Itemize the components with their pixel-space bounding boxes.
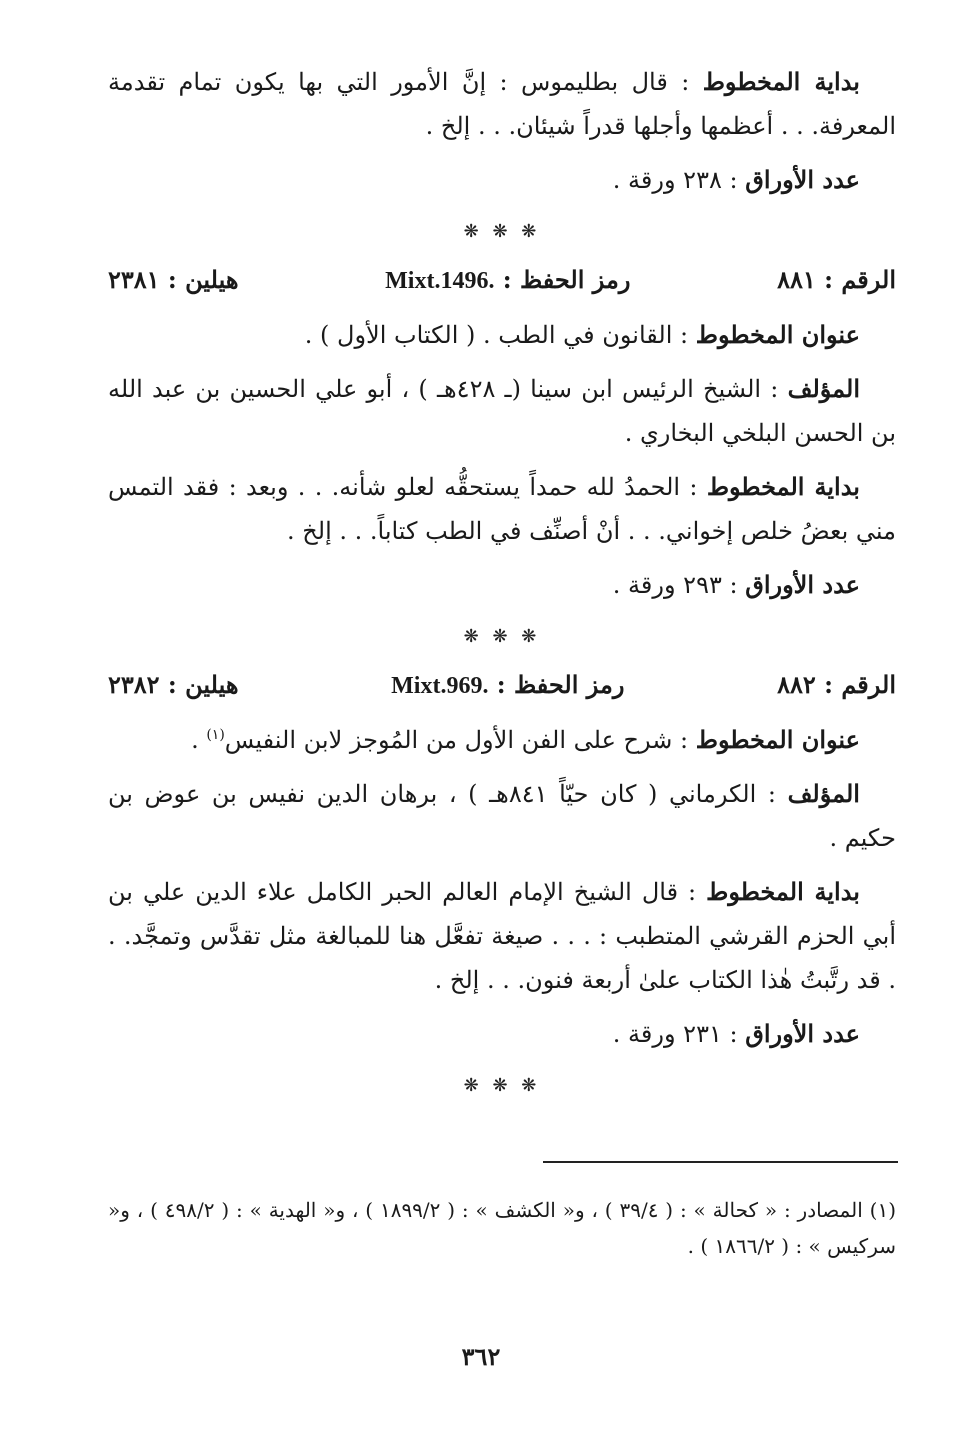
footnote-ref[interactable]: (١) [206, 727, 225, 743]
leaves-label: عدد الأوراق [745, 1019, 860, 1048]
footnotes [108, 1192, 896, 1264]
separator-2: ❋ ❋ ❋ [463, 626, 541, 647]
entry-881-number [777, 258, 896, 302]
hilain-value: ٢٣٨١ [108, 265, 160, 294]
prev-beginning [108, 60, 896, 148]
number-label: الرقم : [824, 670, 896, 699]
page-body [108, 60, 896, 1112]
author-text: : الكرماني ( كان حيّاً ٨٤١هـ ) ، برهان الدين نفيس بن عوض بن حكيم . [108, 780, 896, 852]
title-text: : القانون في الطب . ( الكتاب الأول ) . [304, 321, 689, 349]
footnote-1: (١) المصادر : « كحالة » : ( ٣٩/٤ ) ، و« الكشف » : ( ١٨٩٩/٢ ) ، و« الهدية » : ( ٤٩٨/٢ ) ، و« سركيس » : ( ١٨٦٦/٢ ) . [108, 1198, 896, 1258]
number-value: ٨٨١ [777, 265, 816, 294]
beginning-text: : الحمدُ لله حمداً يستحقُّه لعلو شأنه. . . وبعد : فقد التمس مني بعضُ خلص إخواني. . . أنْ أصنِّف في الطب كتاباً. . . إلخ . [108, 473, 896, 545]
prev-leaves-label: عدد الأوراق [745, 165, 860, 194]
hilain-label: هيلين : [167, 265, 239, 294]
number-label: الرقم : [824, 265, 896, 294]
entry-882-number [777, 663, 896, 707]
beginning-label: بداية المخطوط [706, 877, 860, 906]
shelfmark-label: رمز الحفظ : [502, 265, 631, 294]
prev-beginning-text: : قال بطليموس : إنَّ الأمور التي بها يكون تمام تقدمة المعرفة. . . أعظمها وأجلها قدراً شيئان. . . إلخ . [108, 68, 896, 140]
title-text: : شرح على الفن الأول من المُوجز لابن النفيس [224, 726, 689, 754]
separator-1: ❋ ❋ ❋ [463, 221, 541, 242]
entry-882-title [108, 718, 896, 762]
title-label: عنوان المخطوط [695, 725, 860, 754]
entry-882-header [108, 663, 896, 708]
shelfmark-label: رمز الحفظ : [496, 670, 625, 699]
footnote-divider [543, 1161, 898, 1163]
title-end: . [191, 726, 207, 754]
beginning-label: بداية المخطوط [706, 472, 860, 501]
author-label: المؤلف [787, 779, 860, 808]
entry-882-hilain [108, 663, 239, 707]
author-label: المؤلف [787, 374, 861, 403]
prev-leaves [108, 158, 896, 202]
entry-881-header [108, 258, 896, 303]
title-label: عنوان المخطوط [695, 320, 860, 349]
entry-881-beginning [108, 465, 896, 553]
separator-3: ❋ ❋ ❋ [463, 1075, 541, 1096]
entry-882-shelfmark [391, 663, 624, 708]
prev-beginning-label: بداية المخطوط [702, 67, 860, 96]
prev-leaves-text: : ٢٣٨ ورقة . [612, 166, 738, 194]
entry-882-beginning [108, 870, 896, 1002]
entry-882-leaves [108, 1012, 896, 1056]
author-text: : الشيخ الرئيس ابن سينا (ـ ٤٢٨هـ ) ، أبو علي الحسين بن عبد الله بن الحسن البلخي البخاري . [108, 375, 896, 447]
beginning-text: : قال الشيخ الإمام العالم الحبر الكامل علاء الدين علي بن أبي الحزم القرشي المتطبب : . . . صيغة تفعَّل هنا للمبالغة مثل تقدَّس وتمجَّد. . . قد رتَّبتُ هٰذا الكتاب علىٰ أربعة فنون. . . إلخ . [108, 878, 896, 994]
hilain-label: هيلين : [167, 670, 239, 699]
page-number: ٣٦٢ [461, 1342, 501, 1371]
entry-881-author [108, 367, 896, 455]
leaves-label: عدد الأوراق [745, 570, 860, 599]
leaves-text: : ٢٩٣ ورقة . [612, 571, 738, 599]
entry-881-hilain [108, 258, 239, 302]
entry-881-shelfmark [385, 258, 630, 303]
entry-881-leaves [108, 563, 896, 607]
hilain-value: ٢٣٨٢ [108, 670, 160, 699]
shelfmark-value: Mixt.969. [391, 673, 489, 699]
leaves-text: : ٢٣١ ورقة . [612, 1020, 738, 1048]
entry-882-author [108, 772, 896, 860]
entry-881-title [108, 313, 896, 357]
number-value: ٨٨٢ [777, 670, 816, 699]
shelfmark-value: Mixt.1496. [385, 268, 495, 294]
